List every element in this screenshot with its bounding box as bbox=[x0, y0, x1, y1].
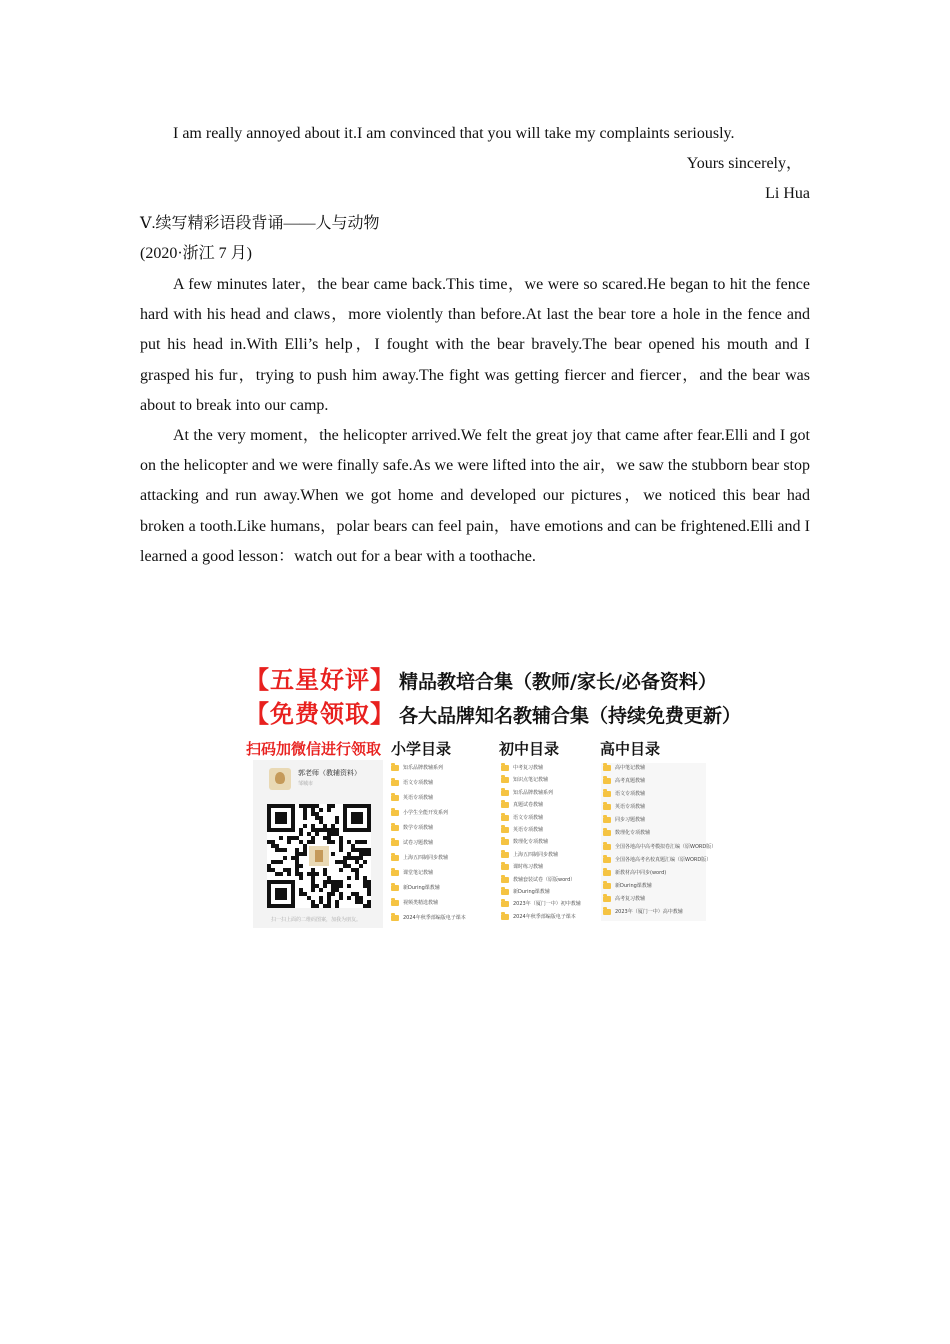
folder-label: 数理化专项教辅 bbox=[615, 830, 651, 837]
folder-icon bbox=[501, 877, 509, 883]
folder-list-item[interactable] bbox=[499, 763, 595, 775]
folder-list-item[interactable] bbox=[601, 763, 706, 776]
folder-label: 全国各地高考名校真题汇编（原WORD版） bbox=[615, 856, 712, 863]
promo-desc-1: 精品教培合集（教师/家长/必备资料） bbox=[399, 671, 717, 693]
folder-icon bbox=[501, 852, 509, 858]
folder-label: 上海五四制同步教辅 bbox=[403, 855, 449, 861]
folder-list-item[interactable] bbox=[389, 763, 493, 778]
folder-label: 英语专项教辅 bbox=[403, 795, 434, 801]
folder-list-item[interactable] bbox=[499, 899, 595, 911]
wechat-card bbox=[253, 760, 383, 928]
folder-list-item[interactable] bbox=[389, 778, 493, 793]
folder-list-item[interactable] bbox=[389, 823, 493, 838]
folder-label: 同步习题教辅 bbox=[615, 817, 646, 824]
folder-icon bbox=[603, 791, 611, 797]
high-catalog-list bbox=[601, 763, 717, 921]
folder-list-item[interactable] bbox=[601, 894, 706, 907]
promo-row-2 bbox=[245, 694, 741, 729]
folder-icon bbox=[603, 909, 611, 915]
folder-icon bbox=[501, 790, 509, 796]
folder-list-item[interactable] bbox=[601, 789, 706, 802]
primary-catalog-title: 小学目录 bbox=[391, 740, 452, 758]
folder-icon bbox=[391, 840, 399, 846]
folder-list-item[interactable] bbox=[601, 907, 706, 920]
folder-icon bbox=[603, 817, 611, 823]
folder-label: 小学生全能开发系列 bbox=[403, 810, 449, 816]
folder-label: 新教材高中同步(word) bbox=[615, 869, 667, 876]
folder-list-item[interactable] bbox=[499, 862, 595, 874]
folder-list-item[interactable] bbox=[601, 802, 706, 815]
folder-icon bbox=[391, 855, 399, 861]
folder-icon bbox=[391, 915, 399, 921]
folder-icon bbox=[603, 778, 611, 784]
folder-label: 教辅套装试卷（原版word） bbox=[513, 876, 576, 883]
folder-label: 2023年（厦门一中）高中教辅 bbox=[615, 909, 683, 916]
promo-row-1 bbox=[245, 660, 717, 695]
folder-icon bbox=[391, 825, 399, 831]
folder-icon bbox=[501, 914, 509, 920]
folder-label: 新During课教辅 bbox=[513, 888, 550, 895]
folder-icon bbox=[391, 870, 399, 876]
section-heading: Ⅴ.续写精彩语段背诵——人与动物 bbox=[140, 215, 380, 232]
folder-icon bbox=[603, 883, 611, 889]
folder-list-item[interactable] bbox=[389, 883, 493, 898]
folder-label: 语文专项教辅 bbox=[403, 780, 434, 786]
folder-list-item[interactable] bbox=[499, 775, 595, 787]
folder-label: 全国各地高中高考模拟卷汇编（原WORD版） bbox=[615, 843, 717, 850]
folder-list-item[interactable] bbox=[389, 808, 493, 823]
section-source: (2020·浙江 7 月) bbox=[140, 245, 252, 262]
folder-list-item[interactable] bbox=[601, 842, 717, 855]
folder-icon bbox=[501, 802, 509, 808]
folder-list-item[interactable] bbox=[499, 825, 595, 837]
folder-icon bbox=[391, 885, 399, 891]
letter-sign-off: Yours sincerely， bbox=[686, 155, 802, 172]
folder-label: 高考复习教辅 bbox=[615, 895, 646, 902]
primary-catalog-list bbox=[389, 763, 493, 928]
story-paragraph-2: At the very moment，the helicopter arrived.We felt the great joy that came after fear.Elli and I got on the helicopter and we were finally safe.As we were lifted into the air，we saw the stubborn bear stop attacking and run away.When we got home and developed our pictures，we noticed this bear had broken a tooth.Like humans，polar bears can feel pain，have emotions and can be frightened.Elli and I learned a good lesson：watch out for a bear with a toothache. bbox=[140, 427, 810, 565]
folder-list-item[interactable] bbox=[499, 788, 595, 800]
folder-list-item[interactable] bbox=[499, 887, 595, 899]
folder-icon bbox=[501, 889, 509, 895]
folder-icon bbox=[501, 839, 509, 845]
folder-list-item[interactable] bbox=[601, 868, 706, 881]
middle-catalog-title: 初中目录 bbox=[499, 740, 560, 758]
folder-list-item[interactable] bbox=[601, 815, 706, 828]
promo-badge-free: 【免费领取】 bbox=[245, 700, 395, 728]
folder-label: 高中笔记教辅 bbox=[615, 765, 646, 771]
folder-label: 数学专项教辅 bbox=[403, 825, 434, 831]
middle-catalog-list bbox=[499, 763, 595, 924]
folder-label: 英语专项教辅 bbox=[513, 826, 544, 833]
folder-label: 英语专项教辅 bbox=[615, 804, 646, 811]
folder-label: 2024年秋季部编版电子课本 bbox=[403, 915, 466, 921]
folder-list-item[interactable] bbox=[601, 776, 706, 789]
folder-label: 语文专项教辅 bbox=[615, 791, 646, 798]
folder-icon bbox=[501, 864, 509, 870]
folder-label: 知乐品牌教辅系列 bbox=[513, 789, 554, 796]
folder-icon bbox=[603, 857, 611, 863]
folder-list-item[interactable] bbox=[499, 800, 595, 812]
qr-code-icon[interactable] bbox=[267, 804, 371, 908]
wechat-location: 邹城市 bbox=[298, 781, 314, 787]
folder-list-item[interactable] bbox=[389, 853, 493, 868]
folder-icon bbox=[603, 870, 611, 876]
folder-label: 课堂笔记教辅 bbox=[403, 870, 434, 876]
folder-label: 视频类精选教辅 bbox=[403, 900, 439, 906]
folder-icon bbox=[391, 765, 399, 771]
folder-icon bbox=[603, 896, 611, 902]
folder-list-item[interactable] bbox=[499, 850, 595, 862]
folder-list-item[interactable] bbox=[389, 898, 493, 913]
folder-list-item[interactable] bbox=[389, 868, 493, 883]
folder-icon bbox=[603, 844, 611, 850]
letter-closing-line: I am really annoyed about it.I am convinced that you will take my complaints seriously. bbox=[173, 125, 735, 142]
promo-banner bbox=[245, 660, 742, 928]
folder-icon bbox=[391, 780, 399, 786]
folder-icon bbox=[501, 901, 509, 907]
folder-label: 课时练习教辅 bbox=[513, 864, 544, 871]
folder-list-item[interactable] bbox=[601, 881, 706, 894]
folder-label: 数理化专项教辅 bbox=[513, 839, 549, 846]
folder-list-item[interactable] bbox=[499, 875, 595, 887]
folder-label: 新During课教辅 bbox=[615, 882, 652, 889]
promo-desc-2: 各大品牌知名教辅合集（持续免费更新） bbox=[399, 705, 742, 727]
folder-label: 上海五四制同步教辅 bbox=[513, 851, 559, 858]
folder-icon bbox=[603, 765, 611, 771]
folder-icon bbox=[603, 830, 611, 836]
folder-list-item[interactable] bbox=[389, 913, 493, 928]
folder-label: 试卷习题教辅 bbox=[403, 840, 434, 846]
folder-label: 2023年（厦门一中）初中教辅 bbox=[513, 901, 581, 908]
folder-icon bbox=[501, 827, 509, 833]
folder-icon bbox=[501, 777, 509, 783]
folder-list-item[interactable] bbox=[499, 912, 595, 924]
folder-label: 知识点笔记教辅 bbox=[513, 777, 549, 784]
folder-label: 语文专项教辅 bbox=[513, 814, 544, 821]
story-paragraph-1: A few minutes later，the bear came back.This time，we were so scared.He began to hit the fence hard with his head and claws，more violently than before.At last the bear tore a hole in the fence and put his head in.With Elli’s help，I fought with the bear bravely.The bear opened his mouth and I grasped his fur，trying to push him away.The fight was getting fiercer and fiercer，and the bear was about to break into our camp. bbox=[140, 276, 811, 414]
folder-label: 真题试卷教辅 bbox=[513, 802, 544, 809]
folder-icon bbox=[391, 810, 399, 816]
folder-icon bbox=[391, 900, 399, 906]
folder-list-item[interactable] bbox=[499, 837, 595, 849]
wechat-name: 郭老师（教辅资料） bbox=[298, 769, 361, 777]
folder-label: 2024年秋季部编版电子课本 bbox=[513, 913, 576, 920]
high-catalog-title: 高中目录 bbox=[600, 740, 661, 758]
folder-icon bbox=[603, 804, 611, 810]
letter-signature: Li Hua bbox=[765, 185, 810, 202]
folder-label: 高考真题教辅 bbox=[615, 778, 646, 785]
folder-list-item[interactable] bbox=[389, 793, 493, 808]
folder-label: 中考复习教辅 bbox=[513, 765, 544, 771]
avatar bbox=[269, 768, 291, 790]
folder-label: 新During课教辅 bbox=[403, 885, 440, 891]
folder-label: 知乐品牌教辅系列 bbox=[403, 765, 444, 771]
folder-icon bbox=[501, 815, 509, 821]
folder-list-item[interactable] bbox=[601, 828, 706, 841]
folder-list-item[interactable] bbox=[389, 838, 493, 853]
scan-instruction: 扫码加微信进行领取 bbox=[246, 740, 382, 758]
folder-list-item[interactable] bbox=[601, 855, 712, 868]
folder-list-item[interactable] bbox=[499, 813, 595, 825]
folder-icon bbox=[391, 795, 399, 801]
qr-caption: 扫一扫上面的二维码图案，加我为朋友。 bbox=[271, 917, 362, 923]
folder-icon bbox=[501, 765, 509, 771]
promo-badge-rating: 【五星好评】 bbox=[245, 666, 395, 694]
